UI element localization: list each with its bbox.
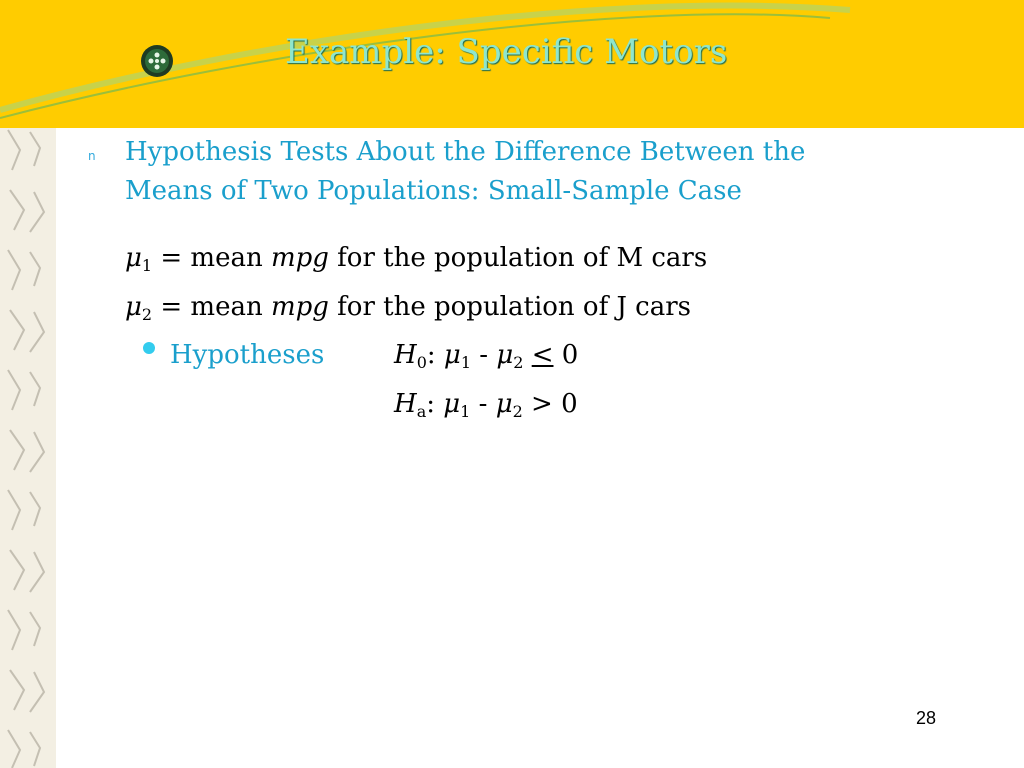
alternative-hypothesis	[394, 385, 578, 423]
heading-line-2: Means of Two Populations: Small-Sample Case	[125, 176, 742, 206]
def-text-italic: mpg	[270, 292, 329, 322]
logo-icon	[140, 44, 174, 78]
rhs-value: 0	[553, 340, 579, 370]
rhs-value: 0	[561, 389, 578, 419]
def-text-post: for the population of J cars	[328, 292, 691, 322]
definition-mu1	[125, 239, 707, 277]
h-symbol: H	[394, 340, 417, 370]
def-text-pre: = mean	[152, 292, 271, 322]
definition-mu2	[125, 288, 691, 326]
bullet-marker: n	[88, 149, 96, 163]
mu-symbol: μ	[125, 243, 142, 273]
heading-line-1: Hypothesis Tests About the Difference Between the	[125, 137, 806, 167]
minus: -	[471, 340, 497, 370]
slide-title: Example: Specific Motors	[285, 32, 728, 72]
h-symbol: H	[394, 389, 417, 419]
page-number: 28	[916, 708, 937, 728]
h-subscript: 0	[416, 353, 427, 372]
h-subscript: a	[416, 402, 427, 421]
colon: :	[426, 340, 444, 370]
subscript: 2	[141, 305, 153, 324]
operator-gt: >	[522, 389, 562, 419]
mu1-subscript: 1	[460, 402, 471, 421]
def-text-pre: = mean	[152, 243, 271, 273]
colon: :	[426, 389, 444, 419]
mu2-symbol: μ	[496, 340, 514, 370]
null-hypothesis	[394, 336, 578, 374]
mu2-subscript: 2	[512, 402, 523, 421]
mu1-subscript: 1	[460, 353, 471, 372]
spacer	[523, 340, 531, 370]
hypotheses-label: Hypotheses	[170, 340, 325, 370]
def-text-post: for the population of M cars	[328, 243, 708, 273]
mu2-symbol: μ	[495, 389, 513, 419]
mu-symbol: μ	[125, 292, 142, 322]
def-text-italic: mpg	[270, 243, 329, 273]
minus: -	[470, 389, 496, 419]
sub-bullet-icon	[143, 342, 155, 354]
subscript: 1	[141, 256, 153, 275]
mu1-symbol: μ	[443, 340, 461, 370]
mu2-subscript: 2	[513, 353, 524, 372]
mu1-symbol: μ	[443, 389, 461, 419]
operator-leq: <	[531, 340, 554, 370]
